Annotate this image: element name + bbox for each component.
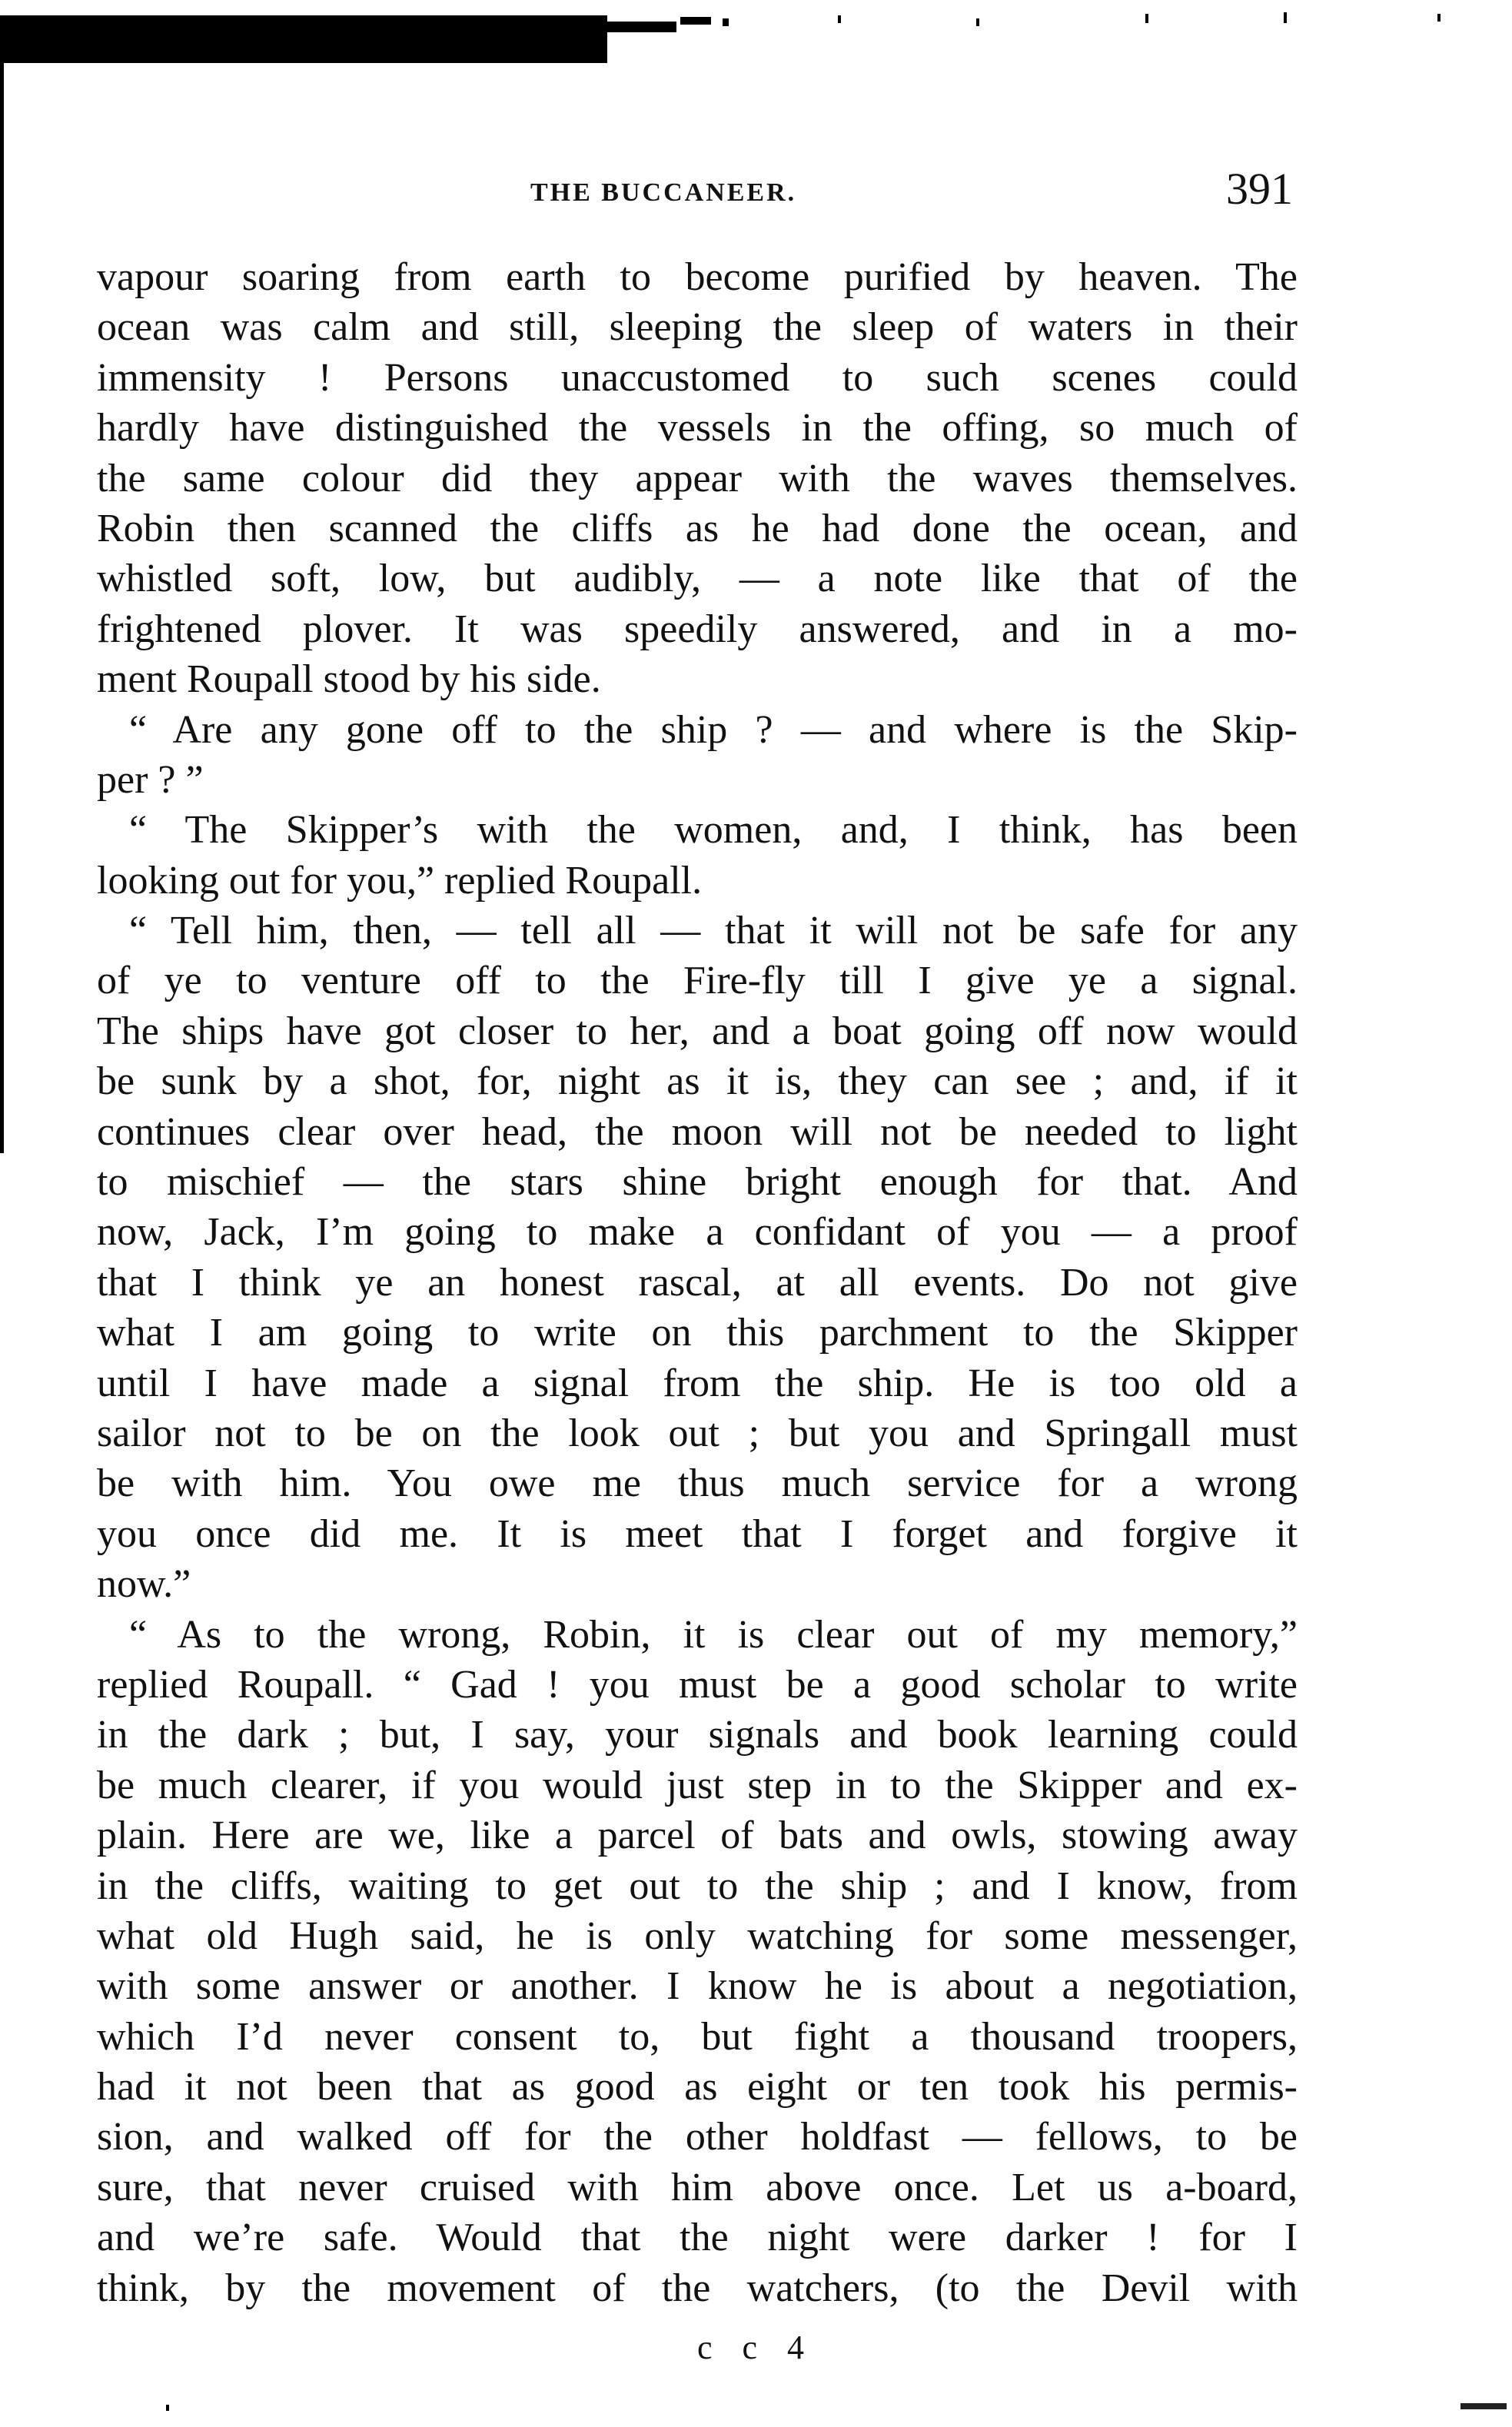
- text-line: whistled soft, low, but audibly, — a note like that of the: [97, 557, 1298, 601]
- text-line: looking out for you,” replied Roupall.: [97, 858, 703, 903]
- text-line: replied Roupall. “ Gad ! you must be a good scholar to write: [97, 1662, 1298, 1707]
- text-line: which I’d never consent to, but fight a thousand troopers,: [97, 2014, 1298, 2059]
- text-line: be much clearer, if you would just step in to the Skipper and ex-: [97, 1763, 1298, 1807]
- page-number: 391: [1226, 164, 1293, 214]
- page-body: [97, 252, 1298, 2313]
- page-header: [0, 164, 1512, 221]
- text-line: to mischief — the stars shine bright enough for that. And: [97, 1160, 1298, 1205]
- text-line: what I am going to write on this parchment to the Skipper: [97, 1311, 1298, 1355]
- text-line: “ As to the wrong, Robin, it is clear out of my memory,”: [129, 1612, 1298, 1657]
- text-line: vapour soaring from earth to become purified by heaven. The: [97, 255, 1298, 299]
- text-line: that I think ye an honest rascal, at all events. Do not give: [97, 1260, 1298, 1305]
- text-line: sailor not to be on the look out ; but you and Springall must: [97, 1411, 1298, 1455]
- text-line: ocean was calm and still, sleeping the sleep of waters in their: [97, 305, 1298, 350]
- scan-edge-shadow: [0, 15, 607, 63]
- scan-speck: [1460, 2403, 1507, 2409]
- text-line: The ships have got closer to her, and a boat going off now would: [97, 1009, 1298, 1053]
- text-line: Robin then scanned the cliffs as he had done the ocean, and: [97, 506, 1298, 550]
- text-line: now.”: [97, 1562, 191, 1607]
- text-line: “ The Skipper’s with the women, and, I think, has been: [129, 808, 1298, 853]
- text-line: had it not been that as good as eight or ten took his permis-: [97, 2065, 1298, 2109]
- text-line: continues clear over head, the moon will not be needed to light: [97, 1109, 1298, 1154]
- text-line: in the dark ; but, I say, your signals and book learning could: [97, 1713, 1298, 1757]
- text-line: per ? ”: [97, 757, 204, 802]
- text-line: hardly have distinguished the vessels in the offing, so much of: [97, 406, 1298, 450]
- text-line: what old Hugh said, he is only watching for some messenger,: [97, 1913, 1298, 1958]
- text-line: frightened plover. It was speedily answered, and in a mo-: [97, 607, 1298, 651]
- text-line: be sunk by a shot, for, night as it is, they can see ; and, if it: [97, 1059, 1298, 1104]
- text-line: ment Roupall stood by his side.: [97, 657, 601, 702]
- scan-speck: [166, 2405, 169, 2411]
- text-line: in the cliffs, waiting to get out to the ship ; and I know, from: [97, 1863, 1298, 1908]
- text-line: with some answer or another. I know he is about a negotiation,: [97, 1964, 1298, 2009]
- text-line: “ Tell him, then, — tell all — that it will not be safe for any: [129, 909, 1298, 953]
- text-line: the same colour did they appear with the waves themselves.: [97, 456, 1298, 500]
- scan-noise: [607, 8, 1491, 38]
- text-line: you once did me. It is meet that I forget and forgive it: [97, 1511, 1298, 1556]
- text-line: sure, that never cruised with him above once. Let us a-board,: [97, 2165, 1298, 2209]
- text-line: until I have made a signal from the ship. He is too old a: [97, 1361, 1298, 1405]
- text-line: plain. Here are we, like a parcel of bats and owls, stowing away: [97, 1814, 1298, 1858]
- text-line: sion, and walked off for the other holdfast — fellows, to be: [97, 2115, 1298, 2159]
- text-line: be with him. You owe me thus much service for a wrong: [97, 1461, 1298, 1506]
- text-line: “ Are any gone off to the ship ? — and where is the Skip-: [129, 707, 1298, 752]
- text-line: of ye to venture off to the Fire-fly till I give ye a signal.: [97, 959, 1298, 1003]
- text-line: think, by the movement of the watchers, (to the Devil with: [97, 2266, 1298, 2310]
- text-line: now, Jack, I’m going to make a confidant of you — a proof: [97, 1210, 1298, 1255]
- running-title: THE BUCCANEER.: [530, 178, 797, 207]
- signature-mark: c c 4: [696, 2329, 816, 2366]
- text-line: immensity ! Persons unaccustomed to such scenes could: [97, 355, 1298, 400]
- text-line: and we’re safe. Would that the night were darker ! for I: [97, 2216, 1298, 2260]
